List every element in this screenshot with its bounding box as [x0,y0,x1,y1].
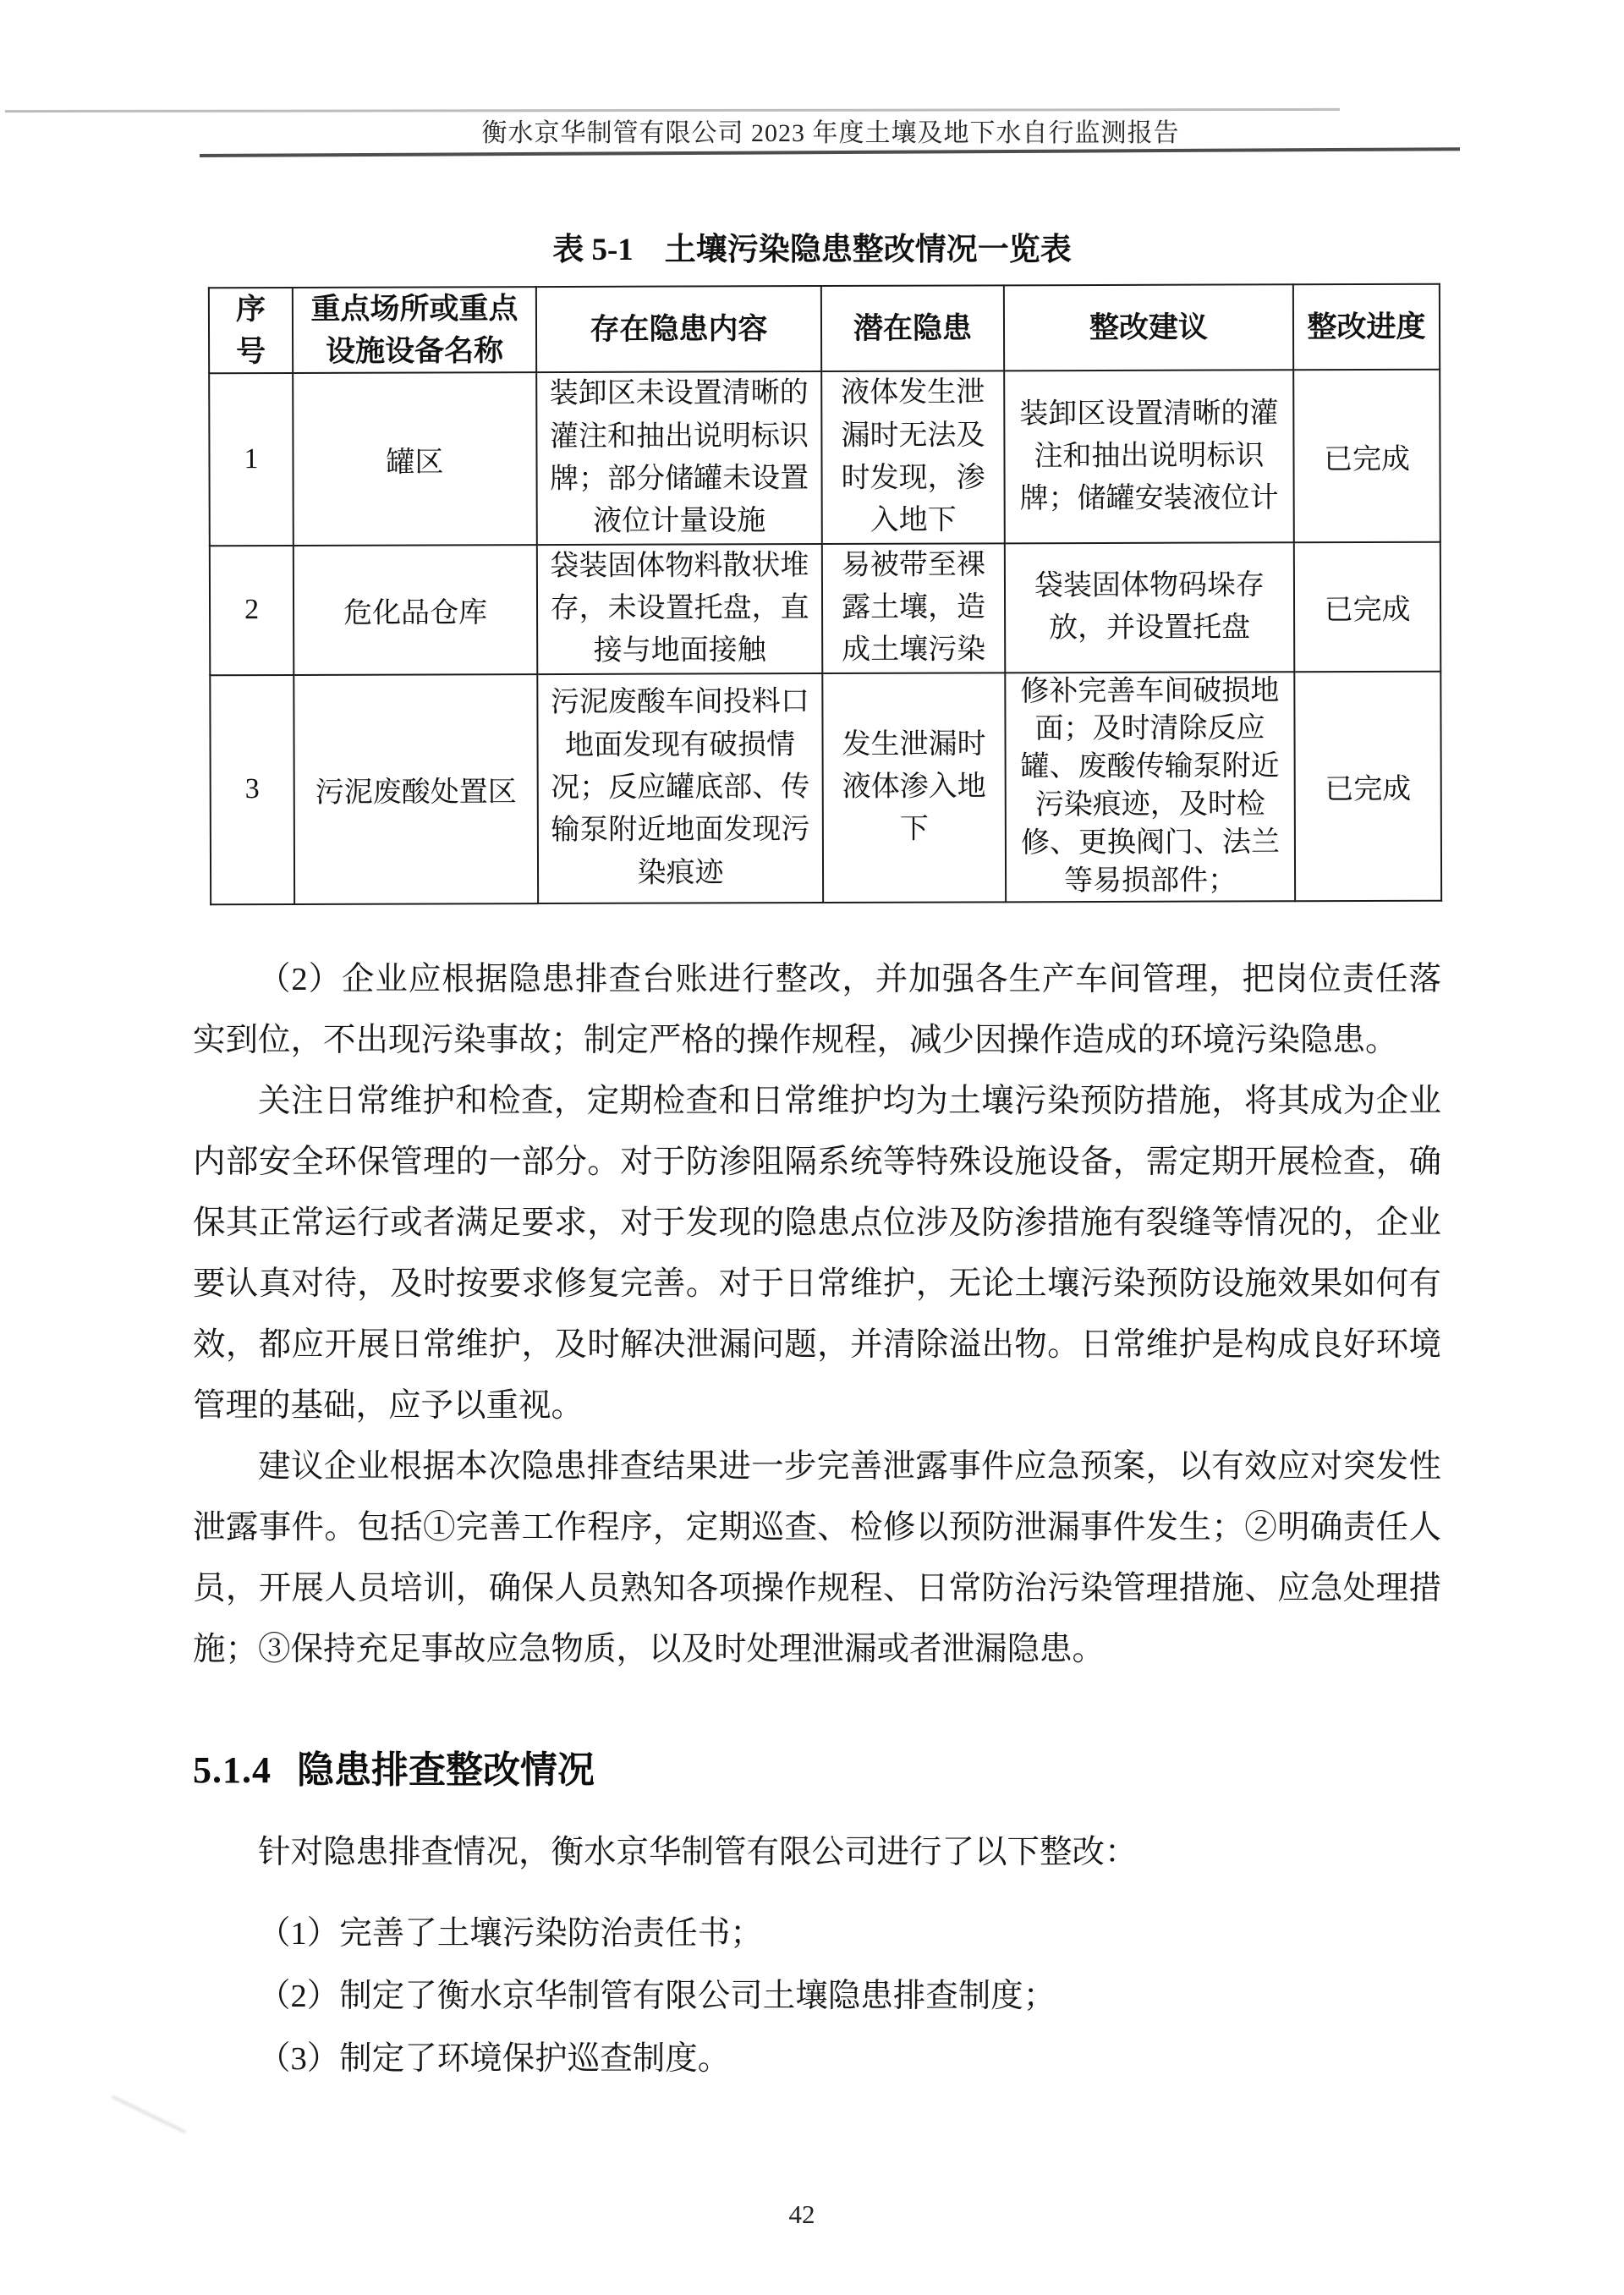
col-header-no: 序 号 [209,288,293,374]
cell-suggestion: 装卸区设置清晰的灌注和抽出说明标识牌；储罐安装液位计 [1004,371,1294,543]
cell-potential: 液体发生泄漏时无法及时发现，渗入地下 [821,371,1005,544]
table-row [209,370,1440,546]
cell-suggestion: 修补完善车间破损地面；及时清除反应罐、废酸传输泵附近污染痕迹，及时检修、更换阀门、法兰等易损部件； [1005,672,1295,902]
cell-no: 1 [209,373,294,546]
cell-site: 罐区 [293,372,537,545]
cell-progress: 已完成 [1294,671,1441,901]
table-caption: 表 5-1 土壤污染隐患整改情况一览表 [552,233,1072,267]
cell-progress: 已完成 [1294,541,1440,671]
cell-no: 3 [210,675,294,905]
hazard-rectification-table [208,283,1440,905]
section-number: 5.1.4 [193,1749,272,1791]
list-item: （2）制定了衡水京华制管有限公司土壤隐患排查制度； [258,1979,1056,2014]
section-heading [193,1739,595,1793]
paragraph: 关注日常维护和检查，定期检查和日常维护均为土壤污染预防措施，将其成为企业内部安全环保管理的一部分。对于防渗阻隔系统等特殊设施设备，需定期开展检查，确保其正常运行或者满足要求，对于发现的隐患点位涉及防渗措施有裂缝等情况的，企业要认真对待，及时按要求修复完善。对于日常维护，无论土壤污染预防设施效果如何有效，都应开展日常维护，及时解决泄漏问题，并清除溢出物。日常维护是构成良好环境管理的基础，应予以重视。 [193,1084,1441,1424]
cell-potential: 发生泄漏时液体渗入地下 [822,673,1006,903]
col-header-site: 重点场所或重点 设施设备名称 [293,287,536,373]
cell-no: 2 [210,546,294,675]
cell-hazard: 污泥废酸车间投料口地面发现有破损情况；反应罐底部、传输泵附近地面发现污染痕迹 [537,673,823,903]
col-header-suggestion: 整改建议 [1004,284,1293,371]
table-row [210,541,1440,675]
list-item: （1）完善了土壤污染防治责任书； [258,1916,763,1952]
paragraph: （2）企业应根据隐患排查台账进行整改，并加强各生产车间管理，把岗位责任落实到位，不出现污染事故；制定严格的操作规程，减少因操作造成的环境污染隐患。 [193,962,1441,1058]
section-intro: 针对隐患排查情况，衡水京华制管有限公司进行了以下整改： [258,1835,1138,1870]
table-header-row [209,284,1440,374]
cell-potential: 易被带至裸露土壤，造成土壤污染 [822,543,1005,673]
cell-hazard: 装卸区未设置清晰的灌注和抽出说明标识牌；部分储罐未设置液位计量设施 [536,371,822,544]
col-header-hazard: 存在隐患内容 [536,286,821,372]
cell-hazard: 袋装固体物料散状堆存，未设置托盘，直接与地面接触 [537,544,822,674]
cell-suggestion: 袋装固体物码垛存放，并设置托盘 [1005,542,1294,673]
cell-site: 危化品仓库 [294,545,537,675]
col-header-potential: 潜在隐患 [821,285,1004,371]
scan-artifact [112,2095,186,2133]
table-row [210,671,1441,904]
list-item: （3）制定了环境保护巡查制度。 [258,2041,731,2077]
paragraph: 建议企业根据本次隐患排查结果进一步完善泄露事件应急预案，以有效应对突发性泄露事件。包括①完善工作程序，定期巡查、检修以预防泄漏事件发生；②明确责任人员，开展人员培训，确保人员熟知各项操作规程、日常防治污染管理措施、应急处理措施；③保持充足事故应急物质，以及时处理泄漏或者泄漏隐患。 [193,1449,1441,1667]
cell-site: 污泥废酸处置区 [294,674,538,904]
running-header: 衡水京华制管有限公司 2023 年度土壤及地下水自行监测报告 [481,119,1180,147]
section-title: 隐患排查整改情况 [297,1749,595,1791]
col-header-progress: 整改进度 [1293,284,1440,371]
page-number: 42 [788,2199,815,2229]
body-paragraphs [193,949,1441,1680]
cell-progress: 已完成 [1293,370,1440,542]
